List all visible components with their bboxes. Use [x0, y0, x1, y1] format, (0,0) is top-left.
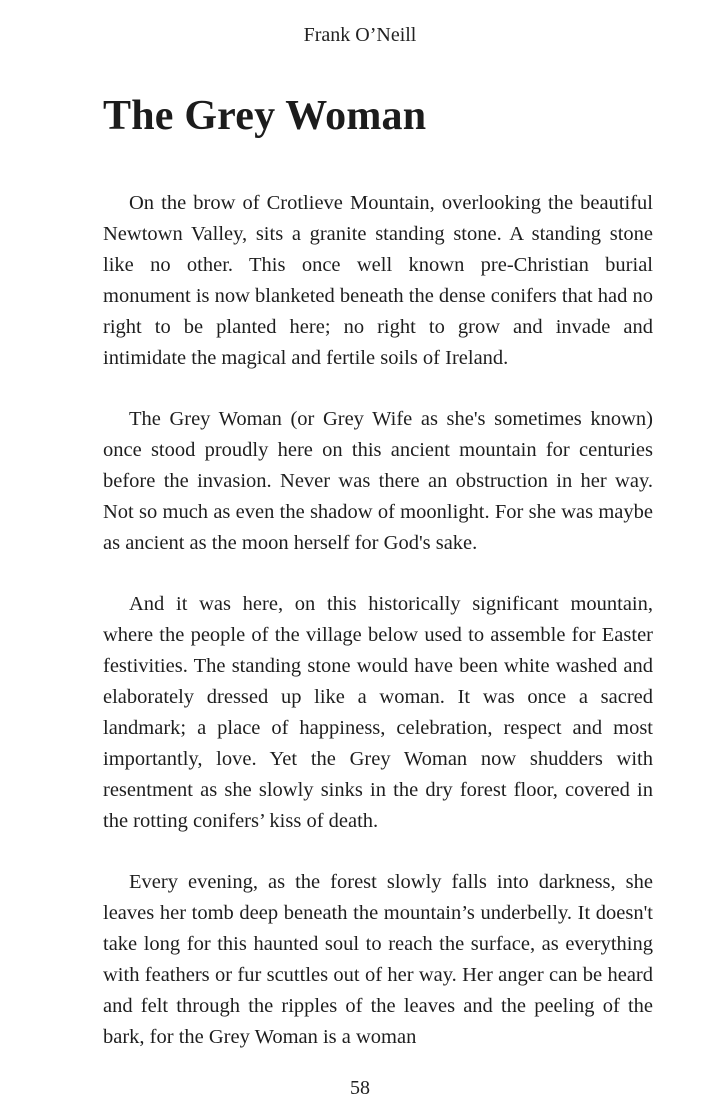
running-head-author: Frank O’Neill — [303, 24, 417, 46]
chapter-body — [103, 188, 653, 1083]
page-number: 58 — [350, 1077, 370, 1099]
paragraph: Every evening, as the forest slowly falls into darkness, she leaves her tomb deep beneath the mountain’s underbelly. It doesn't take long for this haunted soul to reach the surface, as everything with feathers or fur scuttles out of her way. Her anger can be heard and felt through the ripples of the leaves and the peeling of the bark, for the Grey Woman is a woman — [103, 871, 653, 1048]
chapter-title: The Grey Woman — [103, 93, 427, 139]
paragraph: And it was here, on this historically significant mountain, where the people of the village below used to assemble for Easter festivities. The standing stone would have been white washed and elaborately dressed up like a woman. It was once a sacred landmark; a place of happiness, celebration, respect and most importantly, love. Yet the Grey Woman now shudders with resentment as she slowly sinks in the dry forest floor, covered in the rotting conifers’ kiss of death. — [103, 593, 653, 832]
paragraph: On the brow of Crotlieve Mountain, overlooking the beautiful Newtown Valley, sits a granite standing stone. A standing stone like no other. This once well known pre-Christian burial monument is now blanketed beneath the dense conifers that had no right to be planted here; no right to grow and invade and intimidate the magical and fertile soils of Ireland. — [103, 192, 653, 369]
paragraph: The Grey Woman (or Grey Wife as she's sometimes known) once stood proudly here on this ancient mountain for centuries before the invasion. Never was there an obstruction in her way. Not so much as even the shadow of moonlight. For she was maybe as ancient as the moon herself for God's sake. — [103, 408, 653, 554]
